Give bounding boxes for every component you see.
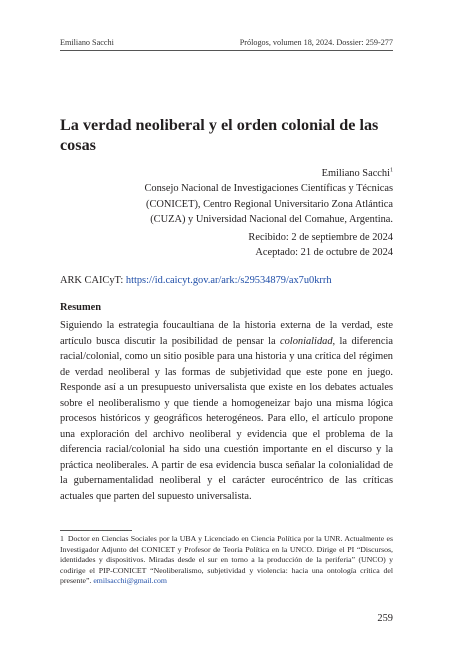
header-author: Emiliano Sacchi xyxy=(60,38,114,47)
author-footnote-mark[interactable]: 1 xyxy=(390,167,393,174)
received-date: Recibido: 2 de septiembre de 2024 xyxy=(248,232,393,243)
abstract-part-1: Siguiendo la estrategia foucaultiana de la historia externa de la verdad, este artículo busca discutir la posibilidad de pensar la xyxy=(60,320,393,347)
article-title: La verdad neoliberal y el orden colonial de las cosas xyxy=(60,116,379,154)
header-journal: Prólogos, volumen 18, 2024. Dossier: 259-277 xyxy=(239,38,393,47)
author-name: Emiliano Sacchi xyxy=(321,168,390,179)
running-header xyxy=(60,38,393,47)
affiliation-line-3: (CUZA) y Universidad Nacional del Comahue, Argentina. xyxy=(150,213,393,225)
header-rule xyxy=(60,50,393,51)
footnote-text: Doctor en Ciencias Sociales por la UBA y Licenciado en Ciencia Política por la UNR. Actualmente es Investigador Adjunto del CONICET y Profesor de Teoría Política en la UNCO. Dirige el PI “Discursos, identidades y dispositivos. Miradas desde el sur en torno a la producción de la periferia” (UNCO) y codirige el PIP-CONICET “Neoliberalismo, subjetividad y violencia: hacia una ontología crítica del presente”. xyxy=(60,534,393,586)
abstract-text xyxy=(60,318,393,505)
accepted-date: Aceptado: 21 de octubre de 2024 xyxy=(255,247,393,259)
footnote xyxy=(60,534,393,587)
author-block xyxy=(103,166,393,227)
affiliation-line-2: (CONICET), Centro Regional Universitario Zona Atlántica xyxy=(145,198,393,210)
abstract-heading: Resumen xyxy=(60,302,101,313)
page-number: 259 xyxy=(377,613,393,624)
footnote-rule xyxy=(60,530,132,531)
affiliation-line-1: Consejo Nacional de Investigaciones Científicas y Técnicas xyxy=(144,183,393,195)
dates-block xyxy=(133,230,393,261)
ark-line xyxy=(60,275,393,286)
abstract-italic-term: colonialidad xyxy=(280,335,333,347)
ark-label: ARK CAICyT: xyxy=(60,275,124,286)
ark-link[interactable]: https://id.caicyt.gov.ar/ark:/s29534879/ax7u0krrh xyxy=(125,275,332,286)
abstract-part-2: , la diferencia racial/colonial, como un sitio posible para una historia y una crítica del régimen de verdad neoliberal y las formas de subjetividad que este pone en juego. Responde así a un presupuesto universalista que existe en los debates actuales sobre el neoliberalismo y que tiende a homogeneizar bajo una misma lógica procesos históricos y geográficos heterogéneos. Para ello, el artículo propone una exploración del archivo neoliberal y evidencia que el problema de la diferencia racial/colonial ha sido una cuestión importante en el discurso y la práctica neoliberales. A partir de esa evidencia busca señalar la colonialidad de la gubernamentalidad neoliberal y el carácter eurocéntrico de las críticas actuales que parten del supuesto universalista. xyxy=(60,335,393,503)
author-name-line xyxy=(103,166,393,181)
footnote-email-link[interactable]: emilsacchi@gmail.com xyxy=(93,576,167,586)
footnote-number: 1 xyxy=(60,534,64,543)
